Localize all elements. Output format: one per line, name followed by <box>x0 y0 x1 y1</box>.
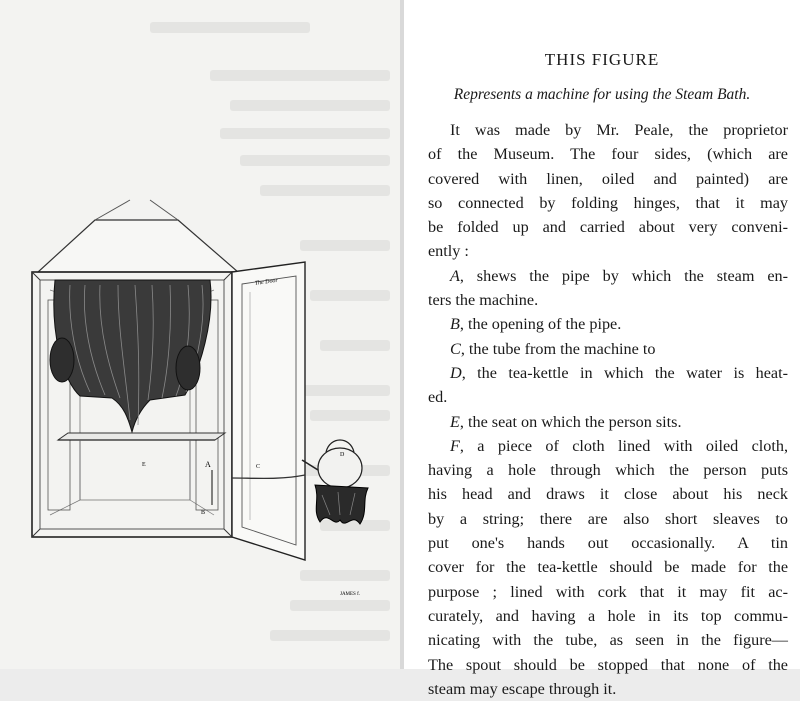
text-line: cover for the tea-kettle should be made for the <box>428 558 788 577</box>
text-line: It was made by Mr. Peale, the proprietor <box>450 121 788 139</box>
text-line: curately, and having a hole in its top commu- <box>428 606 788 625</box>
text-line: ed. <box>428 388 448 407</box>
text-line: of the Museum. The four sides, (which are <box>428 145 788 164</box>
text-line: having a hole through which the person puts <box>428 461 788 480</box>
description-text <box>428 118 788 701</box>
seat-e <box>58 433 225 440</box>
canopy <box>38 220 238 272</box>
label-b: B <box>201 510 206 516</box>
right-page-text <box>404 0 800 698</box>
label-a: A <box>205 460 211 469</box>
fire <box>315 485 368 524</box>
text-line: covered with linen, oiled and painted) are <box>428 169 788 188</box>
text-line: nicating with the tube, as seen in the figure— <box>428 631 788 650</box>
text-line: F, a piece of cloth lined with oiled cloth, <box>450 436 788 455</box>
text-line: purpose ; lined with cork that it may fit ac- <box>428 582 788 601</box>
open-door <box>232 262 305 560</box>
text-line: be folded up and carried about very conveni- <box>428 218 788 237</box>
text-line: so connected by folding hinges, that it may <box>428 193 788 212</box>
text-line: put one's hands out occasionally. A tin <box>428 534 788 553</box>
label-engraver: JAMES f. <box>340 592 361 597</box>
text-line: his head and draws it close about his neck <box>428 485 788 504</box>
text-line: C, the tube from the machine to <box>450 339 656 358</box>
text-line: D, the tea-kettle in which the water is heat- <box>450 363 788 382</box>
steam-bath-engraving <box>0 0 400 669</box>
page-title: THIS FIGURE <box>544 50 660 69</box>
text-line: The spout should be stopped that none of the <box>428 655 788 674</box>
text-line: ently : <box>428 242 469 261</box>
text-line: by a string; there are also short sleaves to <box>428 509 788 528</box>
text-line: ters the machine. <box>428 291 539 310</box>
text-line: steam may escape through it. <box>428 679 617 698</box>
label-c: C <box>256 464 261 470</box>
label-door: The Door <box>254 277 279 287</box>
page-subtitle: Represents a machine for using the Steam Bath. <box>453 86 751 103</box>
text-line: B, the opening of the pipe. <box>450 315 622 334</box>
label-d: D <box>340 452 345 458</box>
label-e: E <box>142 462 146 468</box>
text-line: E, the seat on which the person sits. <box>450 412 682 431</box>
left-page-engraving <box>0 0 400 669</box>
text-line: A, shews the pipe by which the steam en- <box>450 266 788 285</box>
